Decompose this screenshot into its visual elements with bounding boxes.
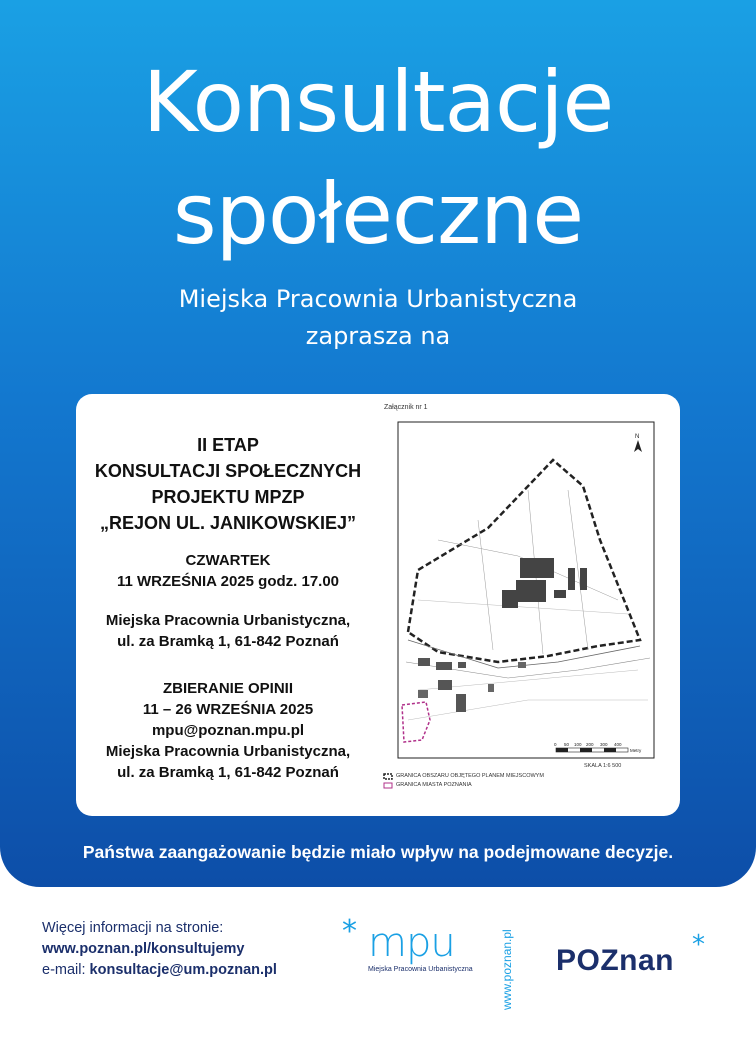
scale-tick: 100 (574, 742, 582, 747)
stage-line: KONSULTACJI SPOŁECZNYCH (94, 461, 362, 481)
stage-line: „REJON UL. JANIKOWSKIEJ” (99, 513, 357, 533)
stage-heading (76, 432, 380, 536)
event-details (76, 432, 380, 783)
asterisk-icon: * (692, 930, 705, 960)
opinions-heading: ZBIERANIE OPINII (162, 680, 293, 697)
mpu-logo-subtitle: Miejska Pracownia Urbanistyczna (368, 966, 473, 973)
meeting-place-line2: ul. za Bramką 1, 61-842 Poznań (117, 633, 339, 650)
poster-title-line1: Konsultacje (142, 53, 614, 151)
plan-map-drawing (378, 400, 674, 808)
info-email-link[interactable]: konsultacje@um.poznan.pl (89, 962, 277, 978)
map-legend (396, 772, 544, 790)
meeting-place-line1: Miejska Pracownia Urbanistyczna, (105, 612, 351, 629)
meeting-block (76, 550, 380, 652)
attachment-label: Załącznik nr 1 (384, 404, 428, 411)
poster-subtitle-line1: Miejska Pracownia Urbanistyczna (178, 285, 578, 313)
scale-bar (554, 742, 642, 753)
north-label: N (635, 434, 640, 440)
north-arrow-icon (634, 434, 642, 452)
scale-tick: 50 (564, 742, 570, 747)
info-email-prefix: e-mail: (42, 962, 90, 978)
scale-label: SKALA 1:6 500 (584, 763, 622, 769)
poznan-logo (556, 930, 716, 986)
info-url-link[interactable]: www.poznan.pl/konsultujemy (42, 941, 245, 957)
opinions-email[interactable]: mpu@poznan.mpu.pl (151, 722, 305, 739)
poster-subtitle-line2: zaprasza na (305, 322, 451, 350)
mpu-logo-word: mpu (368, 920, 455, 966)
asterisk-icon: * (342, 914, 357, 949)
info-email-line (42, 960, 277, 981)
scale-tick: 300 (600, 742, 608, 747)
contact-info (42, 918, 277, 981)
scale-tick: Metry (630, 748, 642, 753)
legend-line: GRANICA MIASTA POZNANIA (396, 782, 472, 788)
scale-tick: 0 (554, 742, 557, 747)
poznan-logo-word: POZnan (556, 944, 675, 977)
vertical-url: www.poznan.pl (500, 929, 514, 1010)
opinions-dates: 11 – 26 WRZEŚNIA 2025 (142, 701, 314, 718)
footer-note: Państwa zaangażowanie będzie miało wpływ na podejmowane decyzje. (82, 842, 674, 862)
info-card (76, 394, 680, 816)
legend-line: GRANICA OBSZARU OBJĘTEGO PLANEM MIEJSCOWYM (396, 773, 544, 779)
scale-tick: 200 (586, 742, 594, 747)
plan-map (378, 400, 674, 808)
opinions-place-line1: Miejska Pracownia Urbanistyczna, (105, 743, 351, 760)
opinions-place-line2: ul. za Bramką 1, 61-842 Poznań (117, 764, 339, 781)
opinions-block (76, 678, 380, 783)
info-intro: Więcej informacji na stronie: (42, 920, 224, 936)
meeting-date: 11 WRZEŚNIA 2025 godz. 17.00 (116, 573, 340, 590)
meeting-day: CZWARTEK (185, 552, 271, 569)
stage-line: II ETAP (197, 435, 259, 455)
mpu-logo (340, 914, 473, 978)
stage-line: PROJEKTU MPZP (151, 487, 305, 507)
poster-title-line2: społeczne (172, 165, 584, 263)
scale-tick: 400 (614, 742, 622, 747)
